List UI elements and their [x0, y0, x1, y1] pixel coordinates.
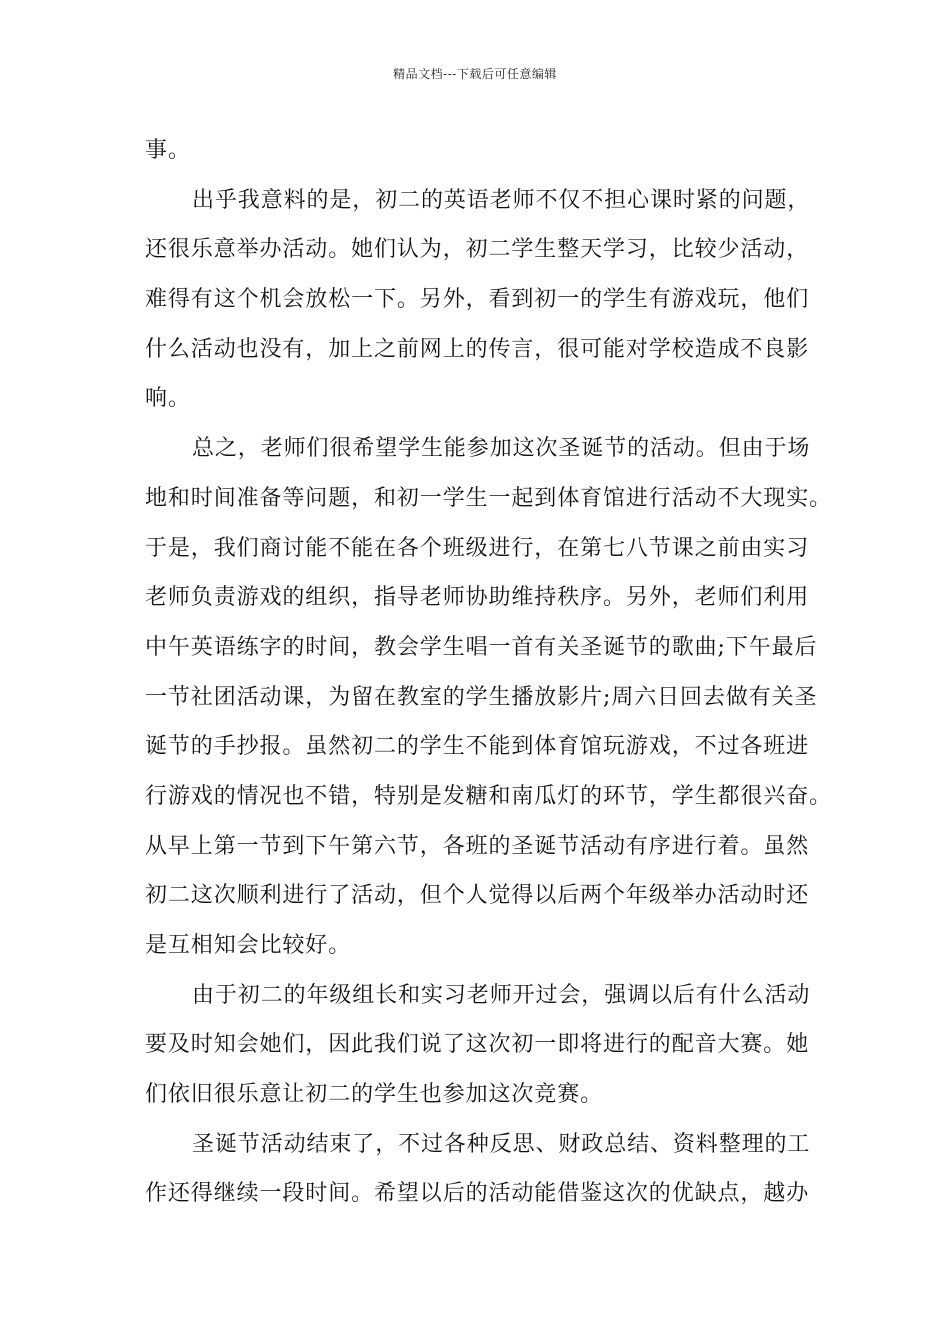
text-line: 老师负责游戏的组织，指导老师协助维持秩序。另外，老师们利用: [145, 585, 810, 611]
text-line: 什么活动也没有，加上之前网上的传言，很可能对学校造成不良影: [145, 336, 810, 362]
text-line: 要及时知会她们，因此我们说了这次初一即将进行的配音大赛。她: [145, 1032, 810, 1058]
text-line: 是互相知会比较好。: [145, 933, 352, 958]
text-line: 从早上第一节到下午第六节，各班的圣诞节活动有序进行着。虽然: [145, 833, 810, 859]
text-line: 一节社团活动课，为留在教室的学生播放影片;周六日回去做有关圣: [145, 684, 818, 710]
text-line: 们依旧很乐意让初二的学生也参加这次竞赛。: [145, 1082, 604, 1108]
text-line: 诞节的手抄报。虽然初二的学生不能到体育馆玩游戏，不过各班进: [145, 734, 810, 760]
paragraph-start-line: 总之，老师们很希望学生能参加这次圣诞节的活动。但由于场: [192, 436, 811, 462]
paragraph-start-line: 由于初二的年级组长和实习老师开过会，强调以后有什么活动: [192, 982, 811, 1008]
page-header: 精品文档---下载后可任意编辑: [393, 67, 557, 81]
text-line: 还很乐意举办活动。她们认为，初二学生整天学习，比较少活动，: [145, 237, 810, 263]
text-line: 行游戏的情况也不错，特别是发糖和南瓜灯的环节，学生都很兴奋。: [145, 783, 833, 809]
text-line: 中午英语练字的时间，教会学生唱一首有关圣诞节的歌曲;下午最后: [145, 634, 818, 660]
body-text: [145, 130, 833, 1223]
text-line: 难得有这个机会放松一下。另外，看到初一的学生有游戏玩，他们: [145, 287, 810, 313]
text-line: 作还得继续一段时间。希望以后的活动能借鉴这次的优缺点，越办: [145, 1181, 810, 1207]
text-line: 地和时间准备等问题，和初一学生一起到体育馆进行活动不大现实。: [145, 485, 833, 511]
text-line: 初二这次顺利进行了活动，但个人觉得以后两个年级举办活动时还: [145, 883, 810, 909]
paragraph-start-line: 圣诞节活动结束了，不过各种反思、财政总结、资料整理的工: [192, 1131, 811, 1157]
text-line: 响。: [145, 386, 191, 412]
paragraph-start-line: 出乎我意料的是，初二的英语老师不仅不担心课时紧的问题，: [192, 187, 811, 213]
text-line: 于是，我们商讨能不能在各个班级进行，在第七八节课之前由实习: [145, 535, 810, 561]
text-line: 事。: [145, 138, 191, 163]
